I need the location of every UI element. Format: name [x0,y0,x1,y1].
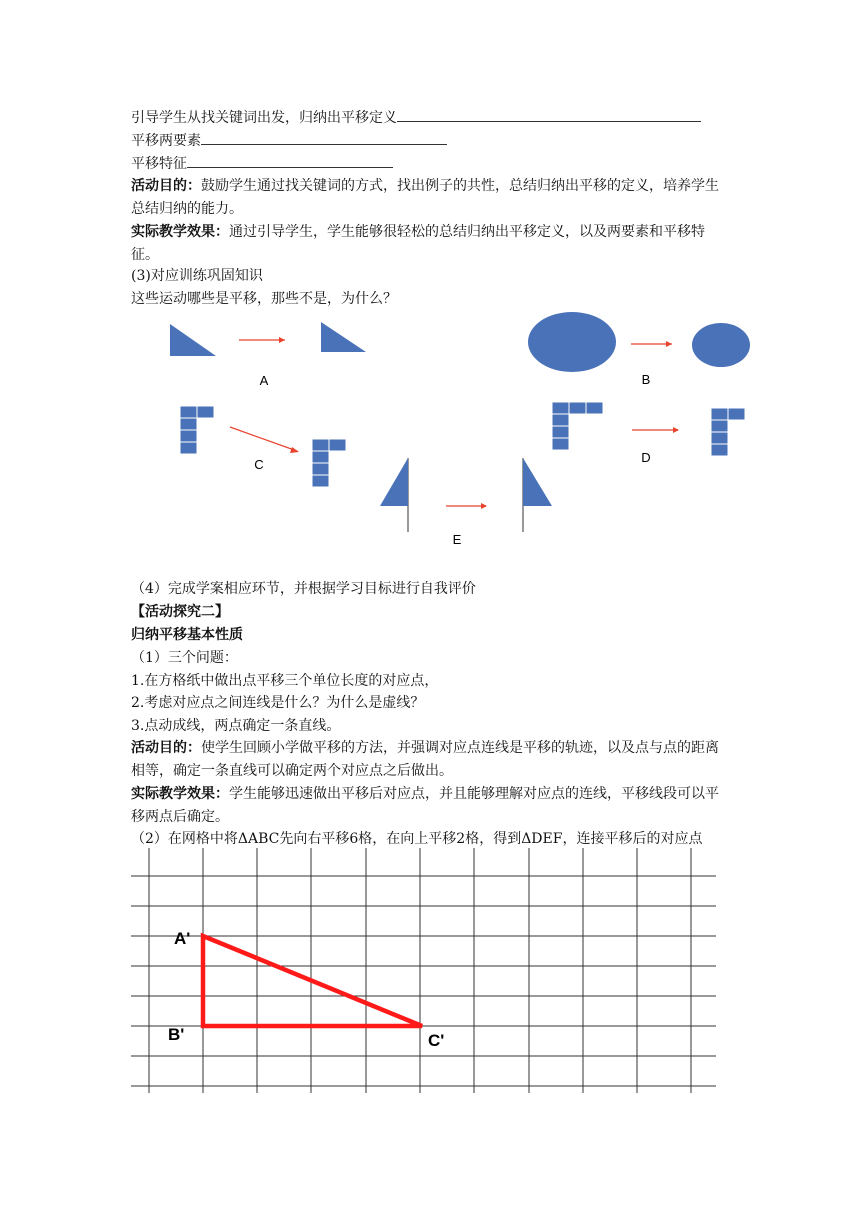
questions-heading: （1）三个问题： [131,650,238,666]
l-block-shape [552,402,603,450]
task-2: （2）在网格中将ΔABC先向右平移6格，在向上平移2格，得到ΔDEF，连接平移后的对应点 [131,831,703,847]
define-prompt: 引导学生从找关键词出发，归纳出平移定义 [131,110,397,126]
figure-label-e: E [452,532,462,547]
figure-label-c: C [254,457,264,472]
vertex-label-c: C' [428,1031,445,1050]
activity2-subtitle: 归纳平移基本性质 [131,627,243,643]
triangle-shape [170,324,216,356]
arrow-head [666,341,672,347]
arrow-head [279,337,285,343]
arrow-head [481,503,487,509]
translation-examples-figure [0,310,860,555]
purpose-text: 使学生回顾小学做平移的方法，并强调对应点连线是平移的轨迹，以及点与点的距离相等，确定一条直线可以确定两个对应点之后做出。 [131,740,719,779]
triangle-shape [321,322,366,352]
figure-label-b: B [641,372,651,387]
features-line [131,153,393,176]
ellipse-shape [692,323,750,367]
answer-blank[interactable] [397,107,701,122]
arrow-head [673,427,679,433]
purpose-label: 活动目的： [131,178,201,194]
purpose-text: 鼓励学生通过找关键词的方式，找出例子的共性，总结归纳出平移的定义，培养学生总结归纳的能力。 [131,178,719,217]
practice-heading: (3)对应训练巩固知识 [131,268,263,284]
elements-label: 平移两要素 [131,133,201,149]
question-2: 2.考虑对应点之间连线是什么？为什么是虚线？ [131,695,425,711]
purpose-label: 活动目的： [131,740,201,756]
effect-label: 实际教学效果： [131,224,229,240]
question-3: 3.点动成线，两点确定一条直线。 [131,718,341,734]
grid-lines [131,848,716,1093]
practice-question: 这些运动哪些是平移，那些不是，为什么？ [131,291,397,307]
flag-shape [380,458,408,506]
effect-label: 实际教学效果： [131,786,229,802]
grid-figure [0,848,860,1098]
figure-label-a: A [259,373,269,388]
effect-paragraph [131,221,731,267]
l-block-shape [180,406,214,454]
purpose-paragraph-2 [131,737,731,783]
vertex-label-a: A' [174,929,191,948]
figure-label-d: D [641,450,651,465]
triangle-abc [203,936,422,1026]
l-block-shape [711,408,745,456]
features-label: 平移特征 [131,156,187,172]
arrow-head [290,447,299,453]
arrow-line [230,427,297,451]
flag-shape [523,458,552,506]
question-1: 1.在方格纸中做出点平移三个单位长度的对应点， [131,673,439,689]
answer-blank[interactable] [201,130,447,145]
answer-blank[interactable] [187,153,393,168]
effect-text: 学生能够迅速做出平移后对应点，并且能够理解对应点的连线，平移线段可以平移两点后确定。 [131,786,719,825]
define-line [131,107,701,130]
effect-paragraph-2 [131,783,731,829]
purpose-paragraph [131,175,731,221]
step-4: （4）完成学案相应环节，并根据学习目标进行自我评价 [131,581,476,597]
l-block-shape [312,439,346,487]
effect-text: 通过引导学生，学生能够很轻松的总结归纳出平移定义，以及两要素和平移特征。 [131,224,705,263]
ellipse-shape [528,312,616,372]
vertex-label-b: B' [168,1025,185,1044]
elements-line [131,130,447,153]
activity2-title: 【活动探究二】 [131,604,229,620]
